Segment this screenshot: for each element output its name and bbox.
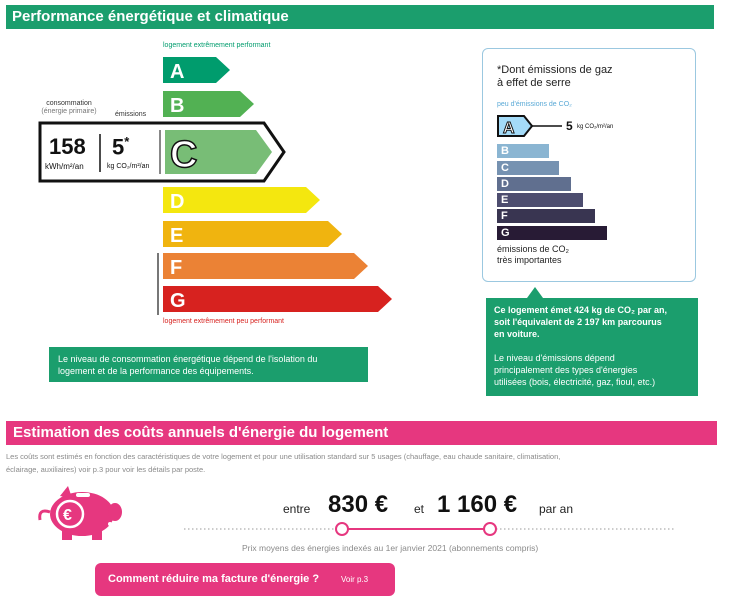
- cost-high-marker: [484, 523, 496, 535]
- ges-title: *Dont émissions de gaz à effet de serre: [497, 64, 613, 89]
- cost-low-marker: [336, 523, 348, 535]
- energy-note-line2: logement et de la performance des équipements.: [58, 366, 254, 376]
- cost-per-year: par an: [539, 502, 574, 516]
- dpe-letter-e: E: [170, 225, 184, 247]
- section2-header: [6, 421, 717, 445]
- ges-bottom-label: émissions de CO₂ très importantes: [497, 244, 570, 265]
- piggy-bank-icon: [32, 484, 124, 544]
- ges-note-line5: principalement des types d'énergies: [494, 365, 638, 375]
- ges-note-pointer: [527, 287, 543, 298]
- dpe-letter-f: F: [170, 257, 183, 279]
- section1-header: [6, 5, 714, 29]
- ges-note-box: [486, 298, 698, 396]
- dpe-letter-d: D: [170, 191, 185, 213]
- cost-intro: Les coûts sont estimés en fonction des caractéristiques de votre logement et pour une utilisation standard sur 5 usages (chauffage, eau chaude sanitaire, climatisation, éclairage, auxiliaires) voir p.3 pour voir les détails par poste.: [6, 452, 561, 474]
- ges-bar-g: G: [497, 226, 607, 240]
- consumption-value: 158: [49, 134, 86, 159]
- emissions-unit: kg CO₂/m²/an: [107, 163, 150, 170]
- reduce-bill-label: Comment réduire ma facture d'énergie ?: [108, 573, 320, 585]
- cost-range: [180, 520, 680, 538]
- energy-note-box: [49, 347, 368, 398]
- dpe-top-label: logement extrêmement performant: [163, 42, 271, 49]
- dpe-letter-g: G: [170, 290, 186, 312]
- ges-bar-b: B: [497, 144, 549, 158]
- ges-bar-e: E: [497, 193, 583, 207]
- cost-high: 1 160 €: [437, 491, 518, 518]
- ges-unit: kg CO₂/m²/an: [577, 124, 614, 130]
- consumption-unit: kWh/m²/an: [45, 162, 84, 171]
- ges-letter-a: A: [503, 120, 515, 137]
- dpe-side-line: [157, 253, 159, 315]
- reduce-bill-button[interactable]: [95, 563, 395, 596]
- section2-title: Estimation des coûts annuels d'énergie du logement: [13, 424, 389, 441]
- ges-bar-f: F: [497, 209, 595, 223]
- dpe-letter-a: A: [170, 61, 185, 83]
- ges-bar-c: C: [497, 161, 559, 175]
- emissions-label: émissions: [115, 111, 147, 118]
- dpe-bar-f: [163, 253, 368, 279]
- emissions-value: 5*: [112, 134, 130, 160]
- ges-note-line2: soit l'équivalent de 2 197 km parcourus: [494, 317, 662, 327]
- dpe-bar-g: [163, 286, 392, 312]
- dpe-letter-c: C: [170, 134, 198, 176]
- cost-entre: entre: [283, 502, 311, 516]
- dpe-letter-b: B: [170, 95, 185, 117]
- consumption-label: consommation (énergie primaire): [41, 100, 97, 115]
- section1-title: Performance énergétique et climatique: [12, 8, 289, 25]
- ges-note-line3: en voiture.: [494, 329, 540, 339]
- cost-et: et: [414, 502, 425, 516]
- svg-text:€: €: [63, 507, 72, 524]
- cost-low: 830 €: [328, 491, 389, 518]
- dpe-scale: [160, 55, 400, 317]
- ges-value: 5: [566, 119, 573, 133]
- reduce-bill-link[interactable]: Voir p.3: [341, 575, 369, 584]
- ges-note-line6: utilisées (bois, électricité, gaz, fioul, etc.): [494, 377, 656, 387]
- dpe-bottom-label: logement extrêmement peu performant: [163, 318, 285, 325]
- energy-note-line1: Le niveau de consommation énergétique dépend de l'isolation du: [58, 354, 318, 364]
- energy-note-line3: Pour l'améliorer, voir pages 4 à 6: [58, 388, 190, 398]
- prices-note: Prix moyens des énergies indexés au 1er janvier 2021 (abonnements compris): [242, 543, 539, 553]
- ges-top-label: peu d'émissions de CO₂: [497, 101, 572, 108]
- dpe-bar-d: [163, 187, 320, 213]
- ges-note-line1: Ce logement émet 424 kg de CO₂ par an,: [494, 305, 668, 315]
- ges-note-line4: Le niveau d'émissions dépend: [494, 353, 615, 363]
- ges-bar-d: D: [497, 177, 571, 191]
- dpe-bar-e: [163, 221, 342, 247]
